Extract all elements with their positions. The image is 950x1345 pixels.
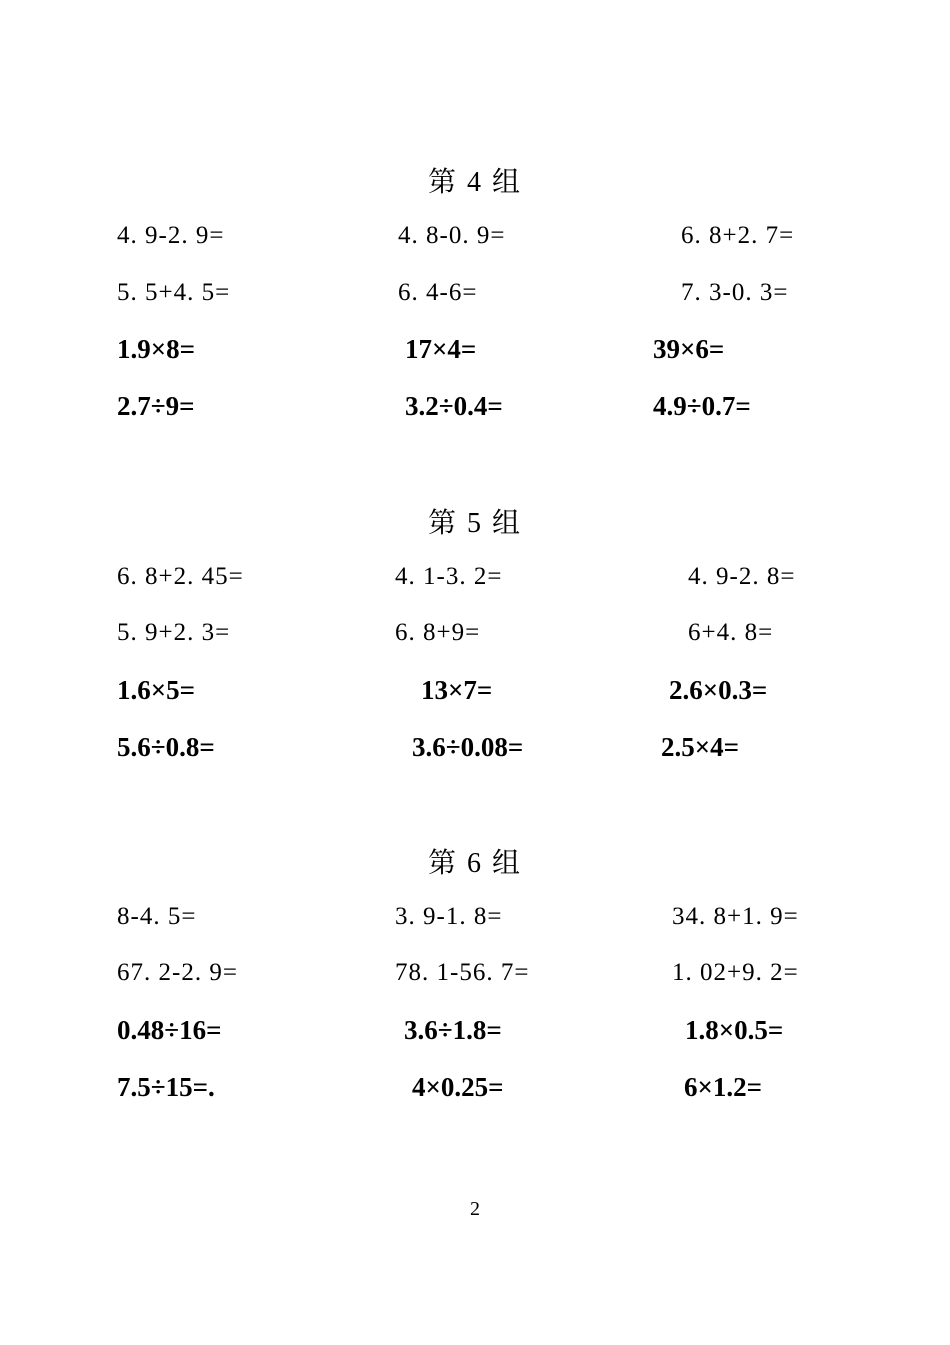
problem: 6+4. 8= — [688, 619, 774, 646]
problem: 4. 1-3. 2= — [395, 563, 503, 590]
problem: 6. 8+2. 7= — [681, 222, 795, 249]
problem: 3.6÷0.08= — [412, 732, 524, 762]
problem: 13×7= — [421, 675, 493, 705]
problem: 6. 4-6= — [398, 279, 478, 306]
problem: 1. 02+9. 2= — [672, 959, 799, 986]
problem: 17×4= — [405, 334, 477, 364]
problem: 6. 8+9= — [395, 619, 481, 646]
problem: 8-4. 5= — [117, 903, 197, 930]
problem: 4.9÷0.7= — [653, 391, 751, 421]
problem: 6. 8+2. 45= — [117, 563, 244, 590]
problem: 39×6= — [653, 334, 725, 364]
group-title-4: 第 4 组 — [427, 167, 522, 198]
problem: 1.8×0.5= — [685, 1015, 784, 1045]
problem: 1.9×8= — [117, 334, 196, 364]
problem: 5.6÷0.8= — [117, 732, 215, 762]
problem: 3.2÷0.4= — [405, 391, 503, 421]
problem: 4×0.25= — [412, 1072, 504, 1102]
group-title-5: 第 5 组 — [427, 508, 522, 539]
problem: 2.6×0.3= — [669, 675, 768, 705]
problem: 2.7÷9= — [117, 391, 195, 421]
problem: 34. 8+1. 9= — [672, 903, 799, 930]
problem: 1.6×5= — [117, 675, 196, 705]
problem: 3. 9-1. 8= — [395, 903, 503, 930]
problem: 4. 9-2. 8= — [688, 563, 796, 590]
problem: 5. 5+4. 5= — [117, 279, 231, 306]
problem: 7.5÷15=. — [117, 1072, 215, 1102]
group-title-6: 第 6 组 — [427, 848, 522, 879]
problem: 4. 8-0. 9= — [398, 222, 506, 249]
problem: 5. 9+2. 3= — [117, 619, 231, 646]
problem: 0.48÷16= — [117, 1015, 222, 1045]
problem: 2.5×4= — [661, 732, 740, 762]
problem: 4. 9-2. 9= — [117, 222, 225, 249]
problem: 6×1.2= — [684, 1072, 763, 1102]
problem: 3.6÷1.8= — [404, 1015, 502, 1045]
problem: 67. 2-2. 9= — [117, 959, 238, 986]
page-number: 2 — [470, 1198, 480, 1220]
problem: 78. 1-56. 7= — [395, 959, 530, 986]
problem: 7. 3-0. 3= — [681, 279, 789, 306]
